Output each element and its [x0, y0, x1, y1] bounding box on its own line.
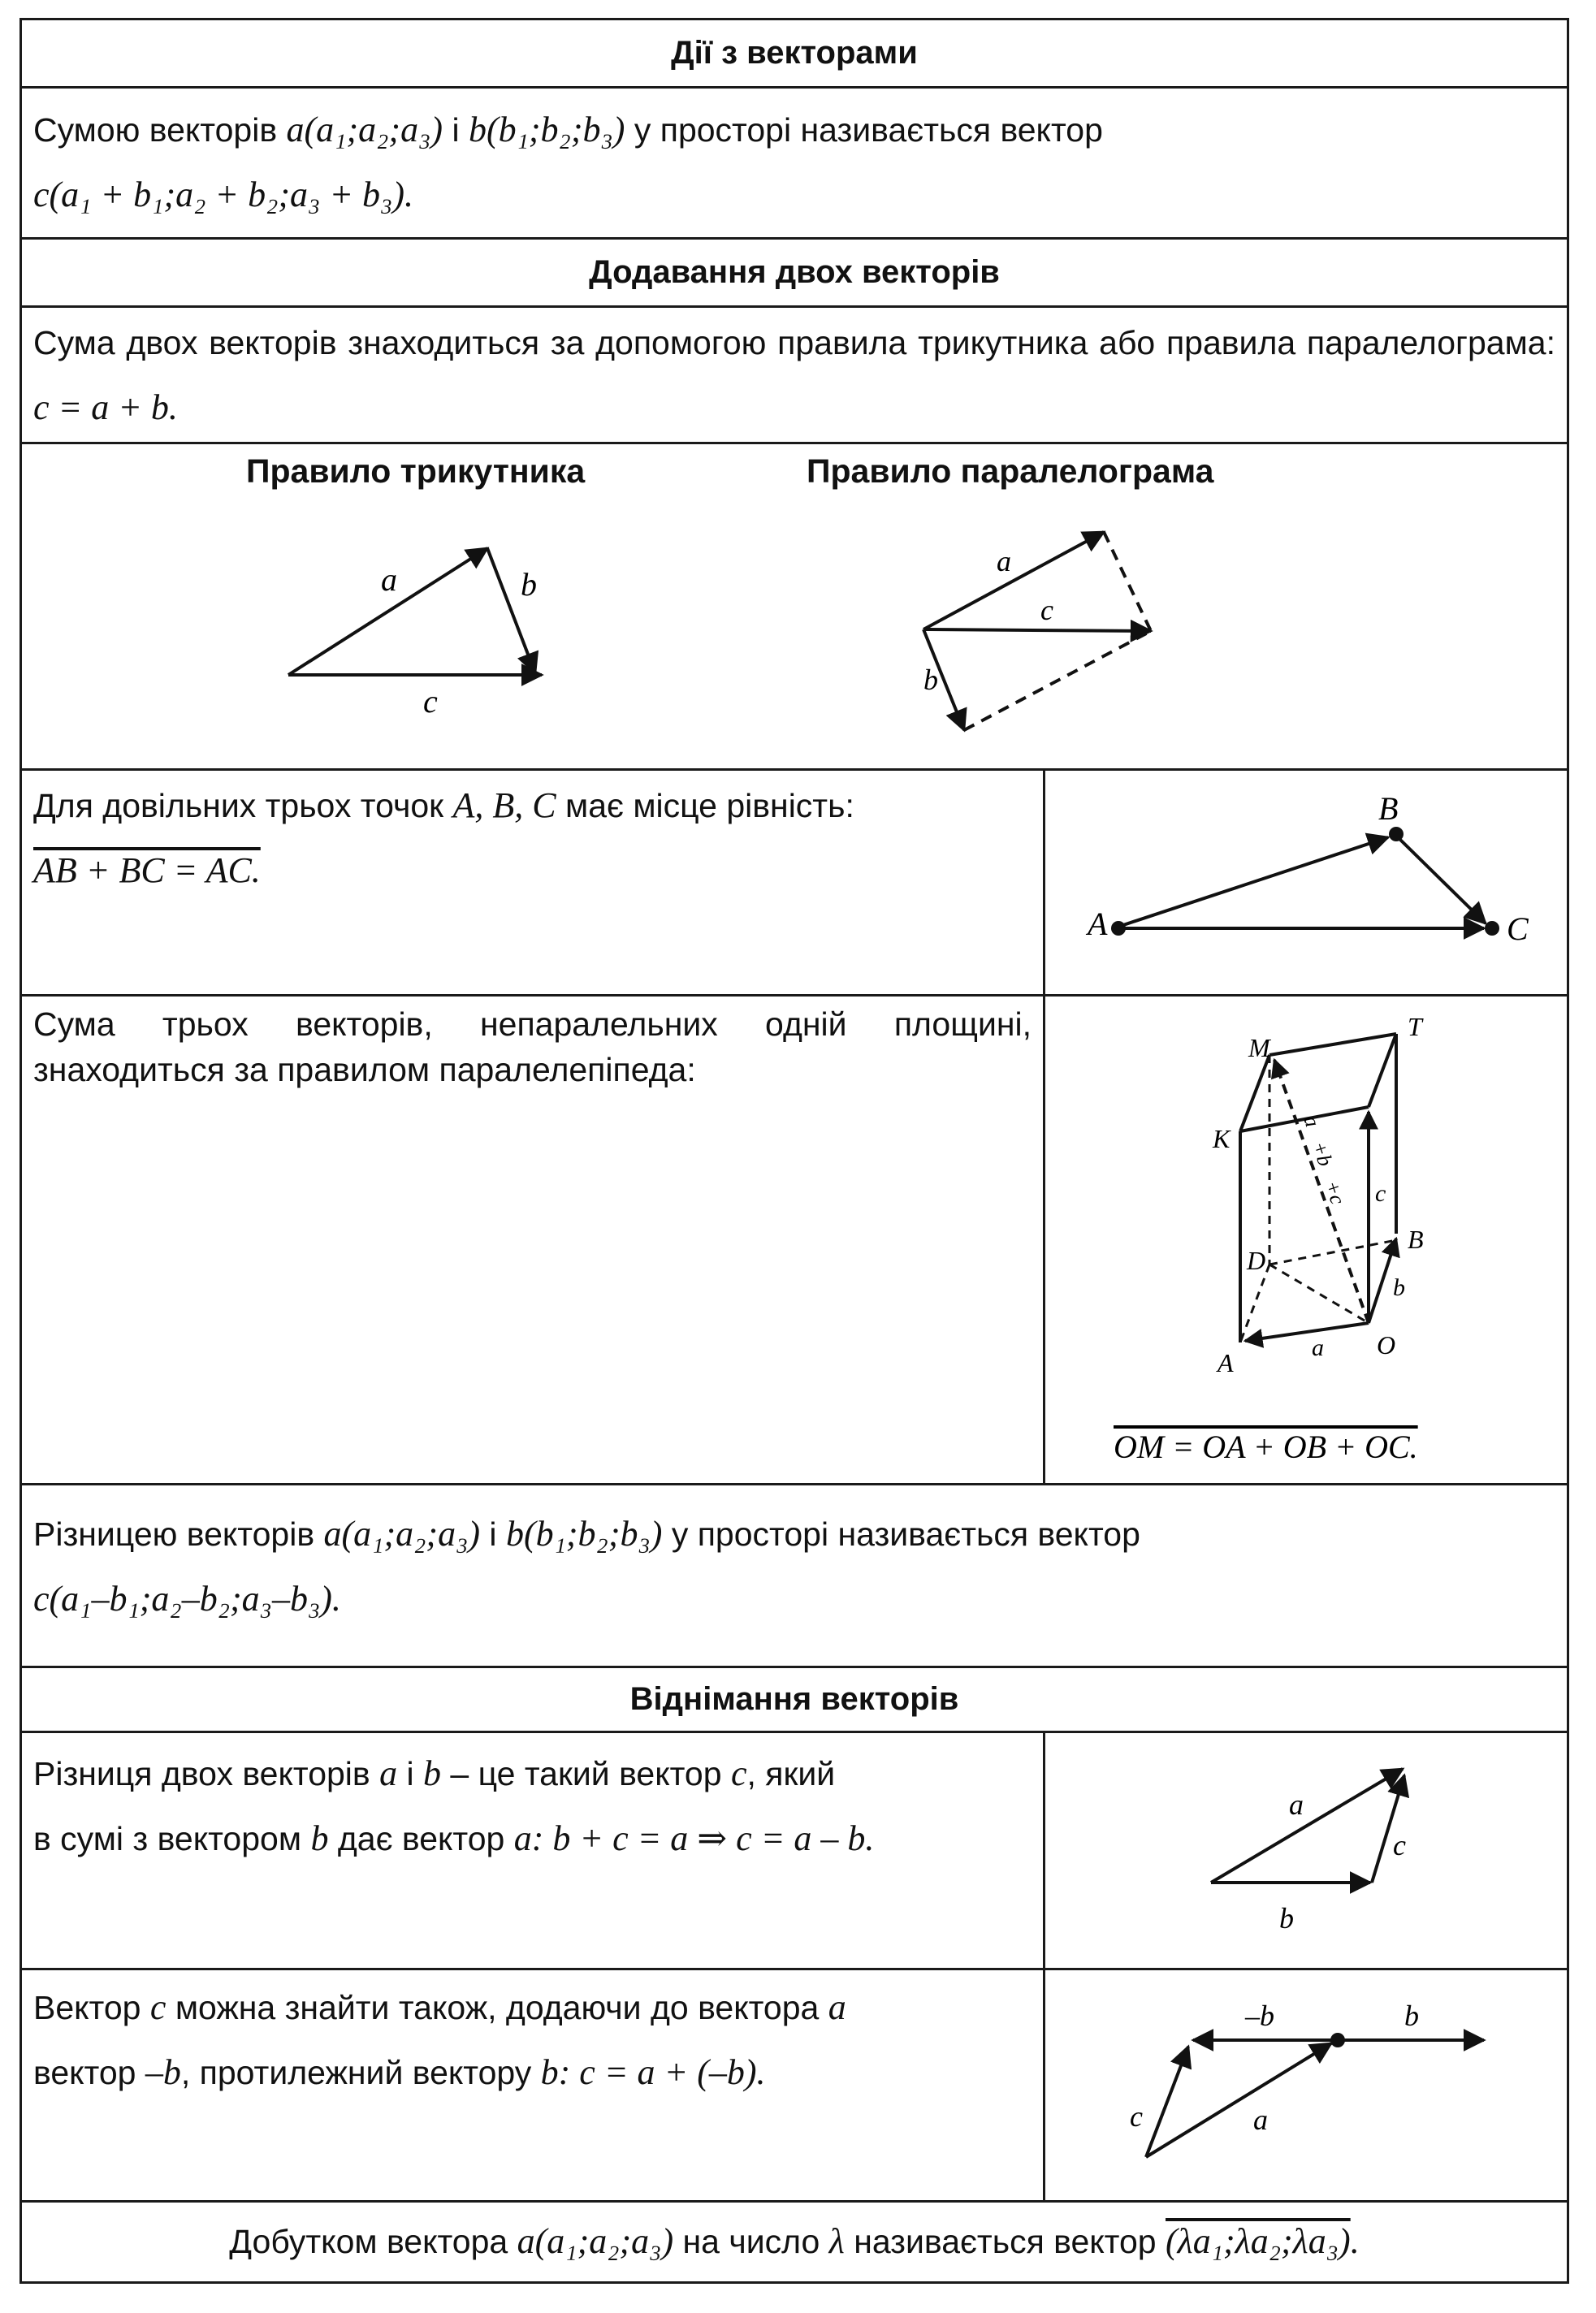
- point-label-a: A: [1088, 906, 1108, 942]
- three-vectors-text: Сума трьох векторів, непаралельних одній площині, знаходиться за правилом паралелепіпеда:: [33, 1005, 1032, 1088]
- three-points-formula: AB + BC = AC.: [33, 850, 261, 890]
- rules-figures: [22, 444, 1567, 771]
- sub-formula: : b + c = a ⇒ c = a – b.: [531, 1818, 875, 1858]
- parallelepiped-formula: OM = OA + OB + OC.: [1114, 1429, 1418, 1465]
- vector-c-coords: c(a₁ + b₁;a₂ + b₂;a₃ + b₃).: [33, 175, 413, 214]
- sum-def-text: Сумою векторів: [33, 111, 278, 149]
- three-points-names: A, B, C: [452, 785, 556, 825]
- vertex-label-m: M: [1248, 1033, 1270, 1062]
- alt-vector-c: c: [149, 1987, 167, 2027]
- vertex-label-o: O: [1377, 1330, 1396, 1360]
- alternative-diagram: [1045, 1970, 1565, 2198]
- sub-text-4: в сумі з вектором: [33, 1820, 302, 1857]
- sub-text-1: Різниця двох векторів: [33, 1755, 370, 1792]
- sum-definition: [22, 89, 1567, 240]
- sub-vector-b: b: [423, 1753, 442, 1793]
- vector-label-c: c⃗: [1375, 1180, 1405, 1207]
- triangle-label-a: a: [381, 561, 397, 598]
- alt-vector-neg-b: –b: [145, 2052, 181, 2092]
- scalar-multiplication: [22, 2203, 1567, 2281]
- vertex-label-k: K: [1213, 1124, 1231, 1153]
- scalar-text-3: називається вектор: [854, 2223, 1157, 2260]
- parallelogram-rule-diagram: [923, 532, 1151, 730]
- add-text: Сума двох векторів знаходиться за допомогою правила трикутника або правила паралелограма:: [33, 324, 1555, 361]
- point-label-b: B: [1378, 790, 1399, 827]
- parallelogram-rule-title: Правило паралелограма: [807, 452, 1214, 490]
- alt-formula: : c = a + (–b).: [558, 2052, 766, 2092]
- conjunction: і: [452, 111, 460, 149]
- triangle-rule-title: Правило трикутника: [246, 452, 586, 490]
- diff-def-text: Різницею векторів: [33, 1515, 315, 1553]
- sub-label-b: b⃗: [1279, 1902, 1317, 1935]
- alt-label-neg-b: –b⃗: [1245, 2000, 1298, 2032]
- subtraction-text-cell: [22, 1733, 1045, 1968]
- diff-vector-b-coords: b(b₁;b₂;b₃): [505, 1514, 663, 1554]
- add-heading-text: Додавання двох векторів: [589, 254, 1000, 290]
- sub-heading-text: Віднімання векторів: [629, 1681, 959, 1717]
- add-formula: c = a + b.: [33, 387, 178, 427]
- vector-b-coords: b(b₁;b₂;b₃): [468, 110, 625, 149]
- sub-label-c: c⃗: [1393, 1829, 1429, 1861]
- difference-definition: [22, 1485, 1567, 1668]
- alt-vector-b: b: [540, 2052, 559, 2092]
- sub-label-a: a⃗: [1289, 1788, 1327, 1821]
- scalar-text-2: на число: [682, 2223, 820, 2260]
- parallelepiped-diagram: [1045, 997, 1565, 1481]
- alt-vector-a: a: [828, 1987, 846, 2027]
- sub-vector-c: c: [730, 1753, 747, 1793]
- vector-a-coords: a(a₁;a₂;a₃): [286, 110, 443, 149]
- sub-text-3: , який: [746, 1755, 836, 1792]
- title-text: Дії з векторами: [671, 35, 918, 71]
- scalar-end: .: [1350, 2221, 1360, 2261]
- parallelogram-label-a: a: [997, 545, 1011, 577]
- three-vectors-row: [22, 997, 1567, 1485]
- three-points-row: [22, 771, 1567, 997]
- point-label-c: C: [1507, 910, 1529, 947]
- sub-text-2: – це такий вектор: [450, 1755, 722, 1792]
- add-heading: [22, 240, 1567, 308]
- three-vectors-text-cell: [22, 997, 1045, 1483]
- alternative-text-cell: [22, 1970, 1045, 2200]
- diff-vector-c-coords: c(a₁–b₁;a₂–b₂;a₃–b₃).: [33, 1579, 341, 1619]
- three-points-text: Для довільних трьох точок: [33, 787, 444, 824]
- vertex-label-b: B: [1408, 1225, 1424, 1254]
- sub-vector-b-2: b: [310, 1818, 329, 1858]
- vector-label-b: b⃗: [1393, 1274, 1425, 1301]
- subtraction-figure-cell: [1045, 1733, 1567, 1968]
- sum-def-text-2: у просторі називається вектор: [634, 111, 1103, 149]
- alt-label-a: a⃗: [1253, 2103, 1291, 2136]
- alt-text-1: Вектор: [33, 1989, 141, 2026]
- add-description: [22, 308, 1567, 444]
- scalar-result: (λa₁;λa₂;λa₃): [1166, 2221, 1351, 2261]
- alt-label-c: c⃗: [1130, 2100, 1166, 2133]
- parallelogram-label-c: c: [1040, 594, 1053, 626]
- sub-vector-a: a: [379, 1753, 398, 1793]
- diff-def-text-2: у просторі називається вектор: [671, 1515, 1140, 1553]
- diagonal-label: a⃗+b⃗+c⃗: [1299, 1112, 1356, 1223]
- vector-label-a: a⃗: [1312, 1334, 1343, 1361]
- diff-vector-a-coords: a(a₁;a₂;a₃): [323, 1514, 481, 1554]
- three-points-text-2: має місце рівність:: [565, 787, 854, 824]
- three-points-text-cell: [22, 771, 1045, 994]
- sub-vector-a-2: a: [513, 1818, 532, 1858]
- triangle-rule-diagram: [288, 548, 542, 720]
- rules-diagram: [22, 444, 1567, 766]
- alt-label-b: b⃗: [1404, 2000, 1442, 2032]
- alt-text-4: , протилежний вектору: [180, 2054, 532, 2091]
- lambda-symbol: λ: [828, 2221, 845, 2261]
- diff-conjunction: і: [489, 1515, 497, 1553]
- subtraction-diagram: [1045, 1733, 1565, 1965]
- vertex-label-t: T: [1408, 1012, 1422, 1041]
- three-points-figure-cell: [1045, 771, 1567, 994]
- triangle-label-c: c: [423, 683, 438, 720]
- three-vectors-figure-cell: [1045, 997, 1567, 1483]
- scalar-vector-a: a(a₁;a₂;a₃): [517, 2221, 674, 2261]
- parallelogram-label-b: b: [923, 664, 938, 696]
- vertex-label-d: D: [1247, 1246, 1266, 1275]
- vector-operations-table: [19, 18, 1569, 2284]
- sub-conjunction: і: [406, 1755, 414, 1792]
- sub-text-5: дає вектор: [337, 1820, 505, 1857]
- alt-text-2: можна знайти також, додаючи до вектора: [175, 1989, 820, 2026]
- three-points-diagram: [1045, 771, 1565, 990]
- subtraction-heading: [22, 1668, 1567, 1733]
- vertex-label-a: A: [1218, 1348, 1234, 1377]
- table-title: [22, 20, 1567, 89]
- alt-text-3: вектор: [33, 2054, 136, 2091]
- alternative-subtraction-row: [22, 1970, 1567, 2203]
- triangle-label-b: b: [521, 566, 537, 603]
- scalar-text-1: Добутком вектора: [229, 2223, 508, 2260]
- subtraction-row: [22, 1733, 1567, 1970]
- alternative-figure-cell: [1045, 1970, 1567, 2200]
